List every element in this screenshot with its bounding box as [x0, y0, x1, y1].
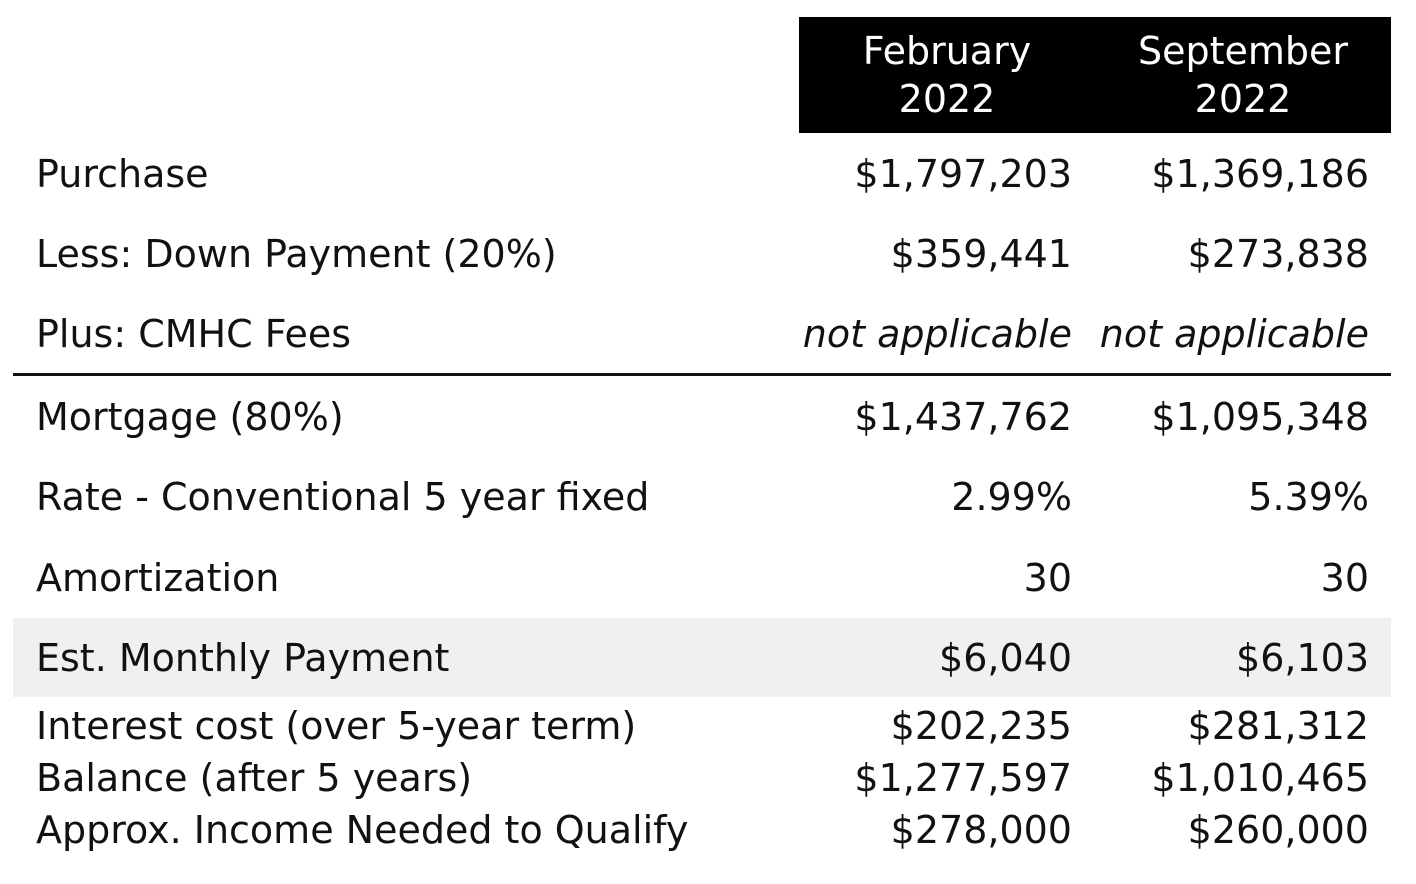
table-row-monthly-payment	[13, 618, 1391, 697]
value-september: 5.39%	[1248, 475, 1369, 519]
table-row-amortization	[13, 538, 1391, 618]
value-september: $260,000	[1187, 808, 1369, 852]
value-february: not applicable	[802, 312, 1072, 356]
row-label: Plus: CMHC Fees	[36, 312, 352, 356]
column-header-year: 2022	[1194, 77, 1292, 121]
table-header	[799, 17, 1391, 133]
row-label: Balance (after 5 years)	[36, 756, 473, 800]
column-header-year: 2022	[898, 77, 996, 121]
row-label: Interest cost (over 5-year term)	[36, 704, 637, 748]
table-row-income-needed	[13, 804, 1391, 856]
table-row-cmhc-fees	[13, 294, 1391, 374]
section-divider	[13, 373, 1391, 376]
row-label: Rate - Conventional 5 year fixed	[36, 475, 650, 519]
table-row-balance	[13, 752, 1391, 804]
value-september: $273,838	[1187, 232, 1369, 276]
value-september: $281,312	[1187, 704, 1369, 748]
value-september: not applicable	[1099, 312, 1369, 356]
value-february: $1,797,203	[854, 152, 1072, 196]
table-row-mortgage	[13, 377, 1391, 457]
column-header-september-2022	[1095, 17, 1391, 133]
table-row-down-payment	[13, 214, 1391, 294]
row-label: Less: Down Payment (20%)	[36, 232, 557, 276]
table-row-purchase	[13, 134, 1391, 214]
value-september: 30	[1320, 556, 1369, 600]
value-september: $1,369,186	[1151, 152, 1369, 196]
table-row-interest-cost	[13, 700, 1391, 752]
value-february: $278,000	[890, 808, 1072, 852]
row-label: Mortgage (80%)	[36, 395, 344, 439]
value-february: $6,040	[939, 635, 1072, 680]
value-february: $1,437,762	[854, 395, 1072, 439]
value-february: $202,235	[890, 704, 1072, 748]
value-september: $6,103	[1236, 635, 1369, 680]
column-header-month: September	[1137, 29, 1349, 73]
row-label: Purchase	[36, 152, 209, 196]
row-label: Approx. Income Needed to Qualify	[36, 808, 689, 852]
value-february: 30	[1023, 556, 1072, 600]
value-february: 2.99%	[951, 475, 1072, 519]
row-label: Amortization	[36, 556, 280, 600]
value-september: $1,010,465	[1151, 756, 1369, 800]
value-february: $1,277,597	[854, 756, 1072, 800]
table-row-rate	[13, 457, 1391, 537]
row-label: Est. Monthly Payment	[36, 635, 450, 680]
value-february: $359,441	[890, 232, 1072, 276]
value-september: $1,095,348	[1151, 395, 1369, 439]
column-header-month: February	[862, 29, 1032, 73]
column-header-february-2022	[799, 17, 1095, 133]
